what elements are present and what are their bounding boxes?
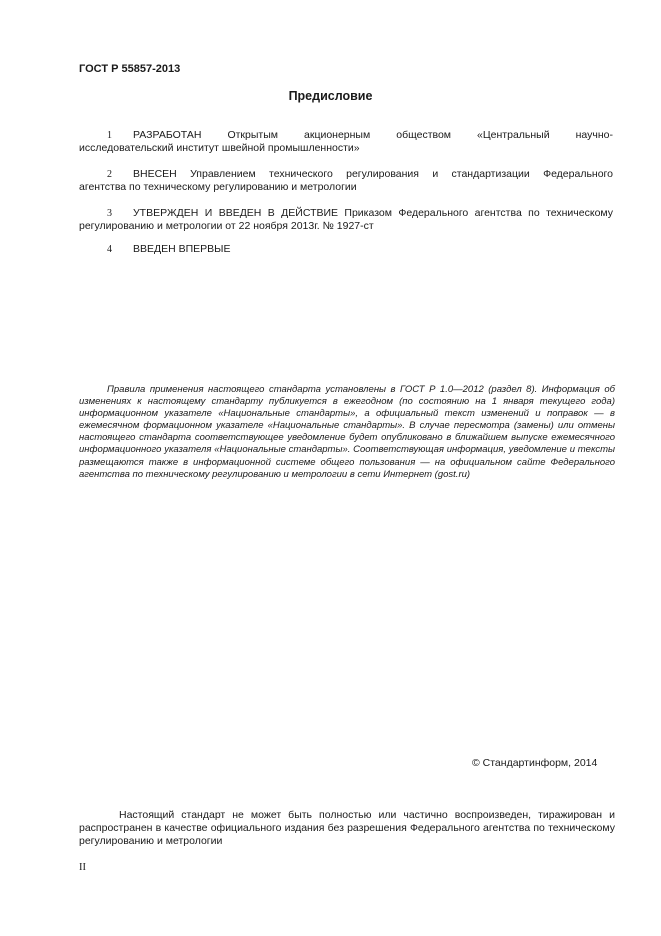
foreword-item-2-number: 2	[107, 169, 112, 180]
foreword-item-2	[79, 168, 613, 194]
page-title: Предисловие	[288, 89, 373, 103]
foreword-item-1-text: РАЗРАБОТАН Открытым акционерным обществом «Центральный научно-	[133, 129, 613, 141]
foreword-item-4	[79, 243, 613, 256]
foreword-item-3-line2: регулированию и метрологии от 22 ноября 2013г. № 1927-ст	[79, 220, 374, 232]
foreword-item-4-number: 4	[107, 244, 112, 255]
foreword-item-2-line1	[79, 168, 613, 181]
foreword-item-3-line1	[79, 207, 613, 220]
foreword-item-1-line2: исследовательский институт швейной промышленности»	[79, 142, 360, 154]
document-code: ГОСТ Р 55857-2013	[79, 63, 181, 75]
foreword-item-4-text: ВВЕДЕН ВПЕРВЫЕ	[133, 243, 231, 255]
foreword-item-1	[79, 129, 613, 155]
foreword-item-4-line1	[79, 243, 613, 256]
foreword-item-1-number: 1	[107, 130, 112, 141]
copyright-line: © Стандартинформ, 2014	[472, 757, 598, 769]
foreword-item-3-number: 3	[107, 208, 112, 219]
reproduction-rights-notice: Настоящий стандарт не может быть полностью или частично воспроизведен, тиражирован и распространен в качестве официального издания без разрешения Федерального агентства по техническому регулированию и метрологии	[79, 809, 615, 847]
foreword-item-3	[79, 207, 613, 233]
foreword-item-2-line2: агентства по техническому регулированию и метрологии	[79, 181, 357, 193]
foreword-item-3-text: УТВЕРЖДЕН И ВВЕДЕН В ДЕЙСТВИЕ Приказом Федерального агентства по техническому	[133, 207, 613, 219]
application-rules-notice: Правила применения настоящего стандарта установлены в ГОСТ Р 1.0—2012 (раздел 8). Информация об изменениях к настоящему стандарту публикуется в ежегодном (по состоянию на 1 января текущего года) информационном указателе «Национальные стандарты», а официальный текст изменений и поправок — в ежемесячном формационном указателе «Национальные стандарты». В случае пересмотра (замены) или отмены настоящего стандарта соответствующее уведомление будет опубликовано в ближайшем выпуске ежемесячного информационного указателя «Национальные стандарты». Соответствующая информация, уведомление и тексты размещаются также в информационной системе общего пользования — на официальном сайте Федерального агентства по техническому регулированию и метрологии в сети Интернет (gost.ru)	[79, 384, 615, 480]
foreword-item-2-text: ВНЕСЕН Управлением технического регулирования и стандартизации Федерального	[133, 168, 613, 180]
foreword-item-1-line1	[79, 129, 613, 142]
page-number: II	[79, 862, 86, 873]
